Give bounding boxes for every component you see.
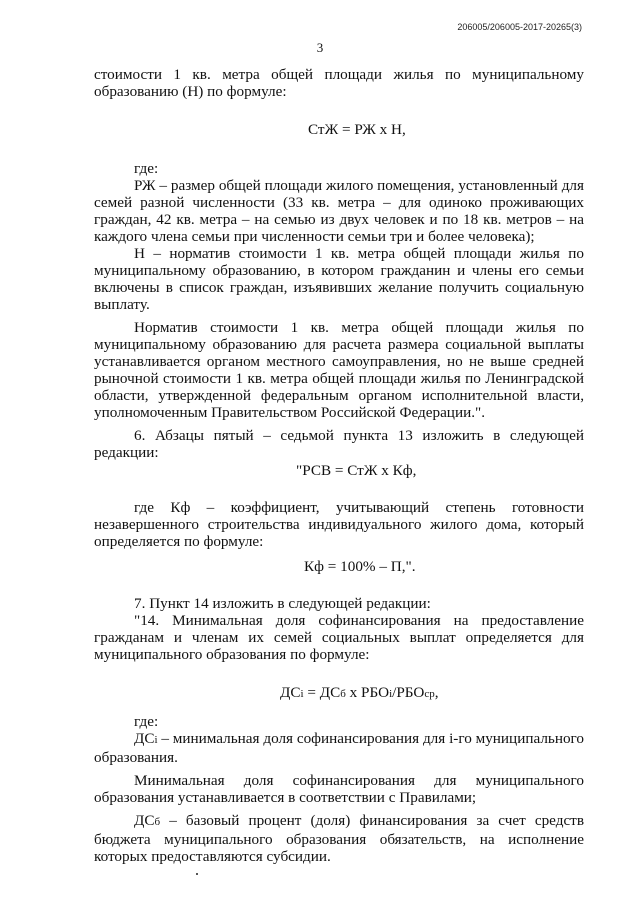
where-label-2: где: [134, 713, 159, 730]
formula-comma: , [434, 684, 439, 701]
formula-dsi [94, 684, 584, 703]
formula-subscript: i [300, 688, 304, 700]
formula-kf: Кф = 100% – П,". [304, 558, 416, 575]
formula-subscript: б [340, 688, 346, 700]
paragraph-item-14: "14. Минимальная доля софинансирования на предоставление гражданам и членам их семей социальных выплат определяется для муниципального образования по формуле: [94, 612, 584, 663]
formula-subscript: ср [424, 688, 435, 700]
paragraph-norm: Норматив стоимости 1 кв. метра общей площади жилья по муниципальному образованию для расчета размера социальной выплаты устанавливается органом местного самоуправления, но не выше средней рыночной стоимости 1 кв. метра общей площади жилья по Ленинградской области, утвержденной федеральным органом исполнительной власти, уполномоченным Правительством Российской Федерации.". [94, 319, 584, 421]
formula-rboi-term: х РБО [345, 684, 390, 701]
dsi-text: – минимальная доля софинансирования для i-го муниципального образования. [94, 730, 584, 766]
paragraph-kf: где Кф – коэффициент, учитывающий степень готовности незавершенного строительства индивидуального жилого дома, который определяется по формуле: [94, 499, 584, 550]
paragraph-dsb [94, 812, 584, 865]
where-label: где: [134, 160, 159, 177]
paragraph-min-share: Минимальная доля софинансирования для муниципального образования устанавливается в соответствии с Правилами; [94, 772, 584, 806]
dsb-text: – базовый процент (доля) финансирования за счет средств бюджета муниципального образования обязательств, на исполнение которых предоставляются субсидии. [94, 812, 584, 865]
paragraph-n: Н – норматив стоимости 1 кв. метра общей площади жилья по муниципальному образованию, в котором гражданин и члены его семьи включены в список граждан, изъявивших желание получить социальную выплату. [94, 245, 584, 313]
dsi-label: ДС [134, 730, 155, 747]
paragraph-item-6: 6. Абзацы пятый – седьмой пункта 13 изложить в следующей редакции: [94, 427, 584, 461]
paragraph-item-7: 7. Пункт 14 изложить в следующей редакции: [134, 595, 431, 612]
paragraph-rzh: РЖ – размер общей площади жилого помещения, установленный для семей разной численности (33 кв. метра – для одиноко проживающих граждан, 42 кв. метра – на семью из двух человек и по 18 кв. метров – на каждого члена семьи при численности семьи три и более человека); [94, 177, 584, 245]
formula-dsb-term: = ДС [303, 684, 341, 701]
formula-rsv: "РСВ = СтЖ х Кф, [296, 462, 417, 479]
paragraph-cost-intro: стоимости 1 кв. метра общей площади жилья по муниципальному образованию (Н) по формуле: [94, 66, 584, 100]
formula-rbocp-term: /РБО [392, 684, 425, 701]
page-number: 3 [316, 40, 324, 55]
dsb-subscript: б [154, 816, 161, 828]
scan-speck [196, 873, 198, 875]
paragraph-dsi [94, 730, 584, 766]
document-id: 206005/206005-2017-20265(3) [457, 22, 582, 32]
dsi-subscript: i [154, 734, 158, 746]
formula-stzh: СтЖ = РЖ х Н, [308, 121, 406, 138]
document-body [94, 66, 584, 865]
formula-dsi-term: ДС [280, 684, 301, 701]
formula-subscript: i [389, 688, 393, 700]
dsb-label: ДС [134, 812, 155, 829]
